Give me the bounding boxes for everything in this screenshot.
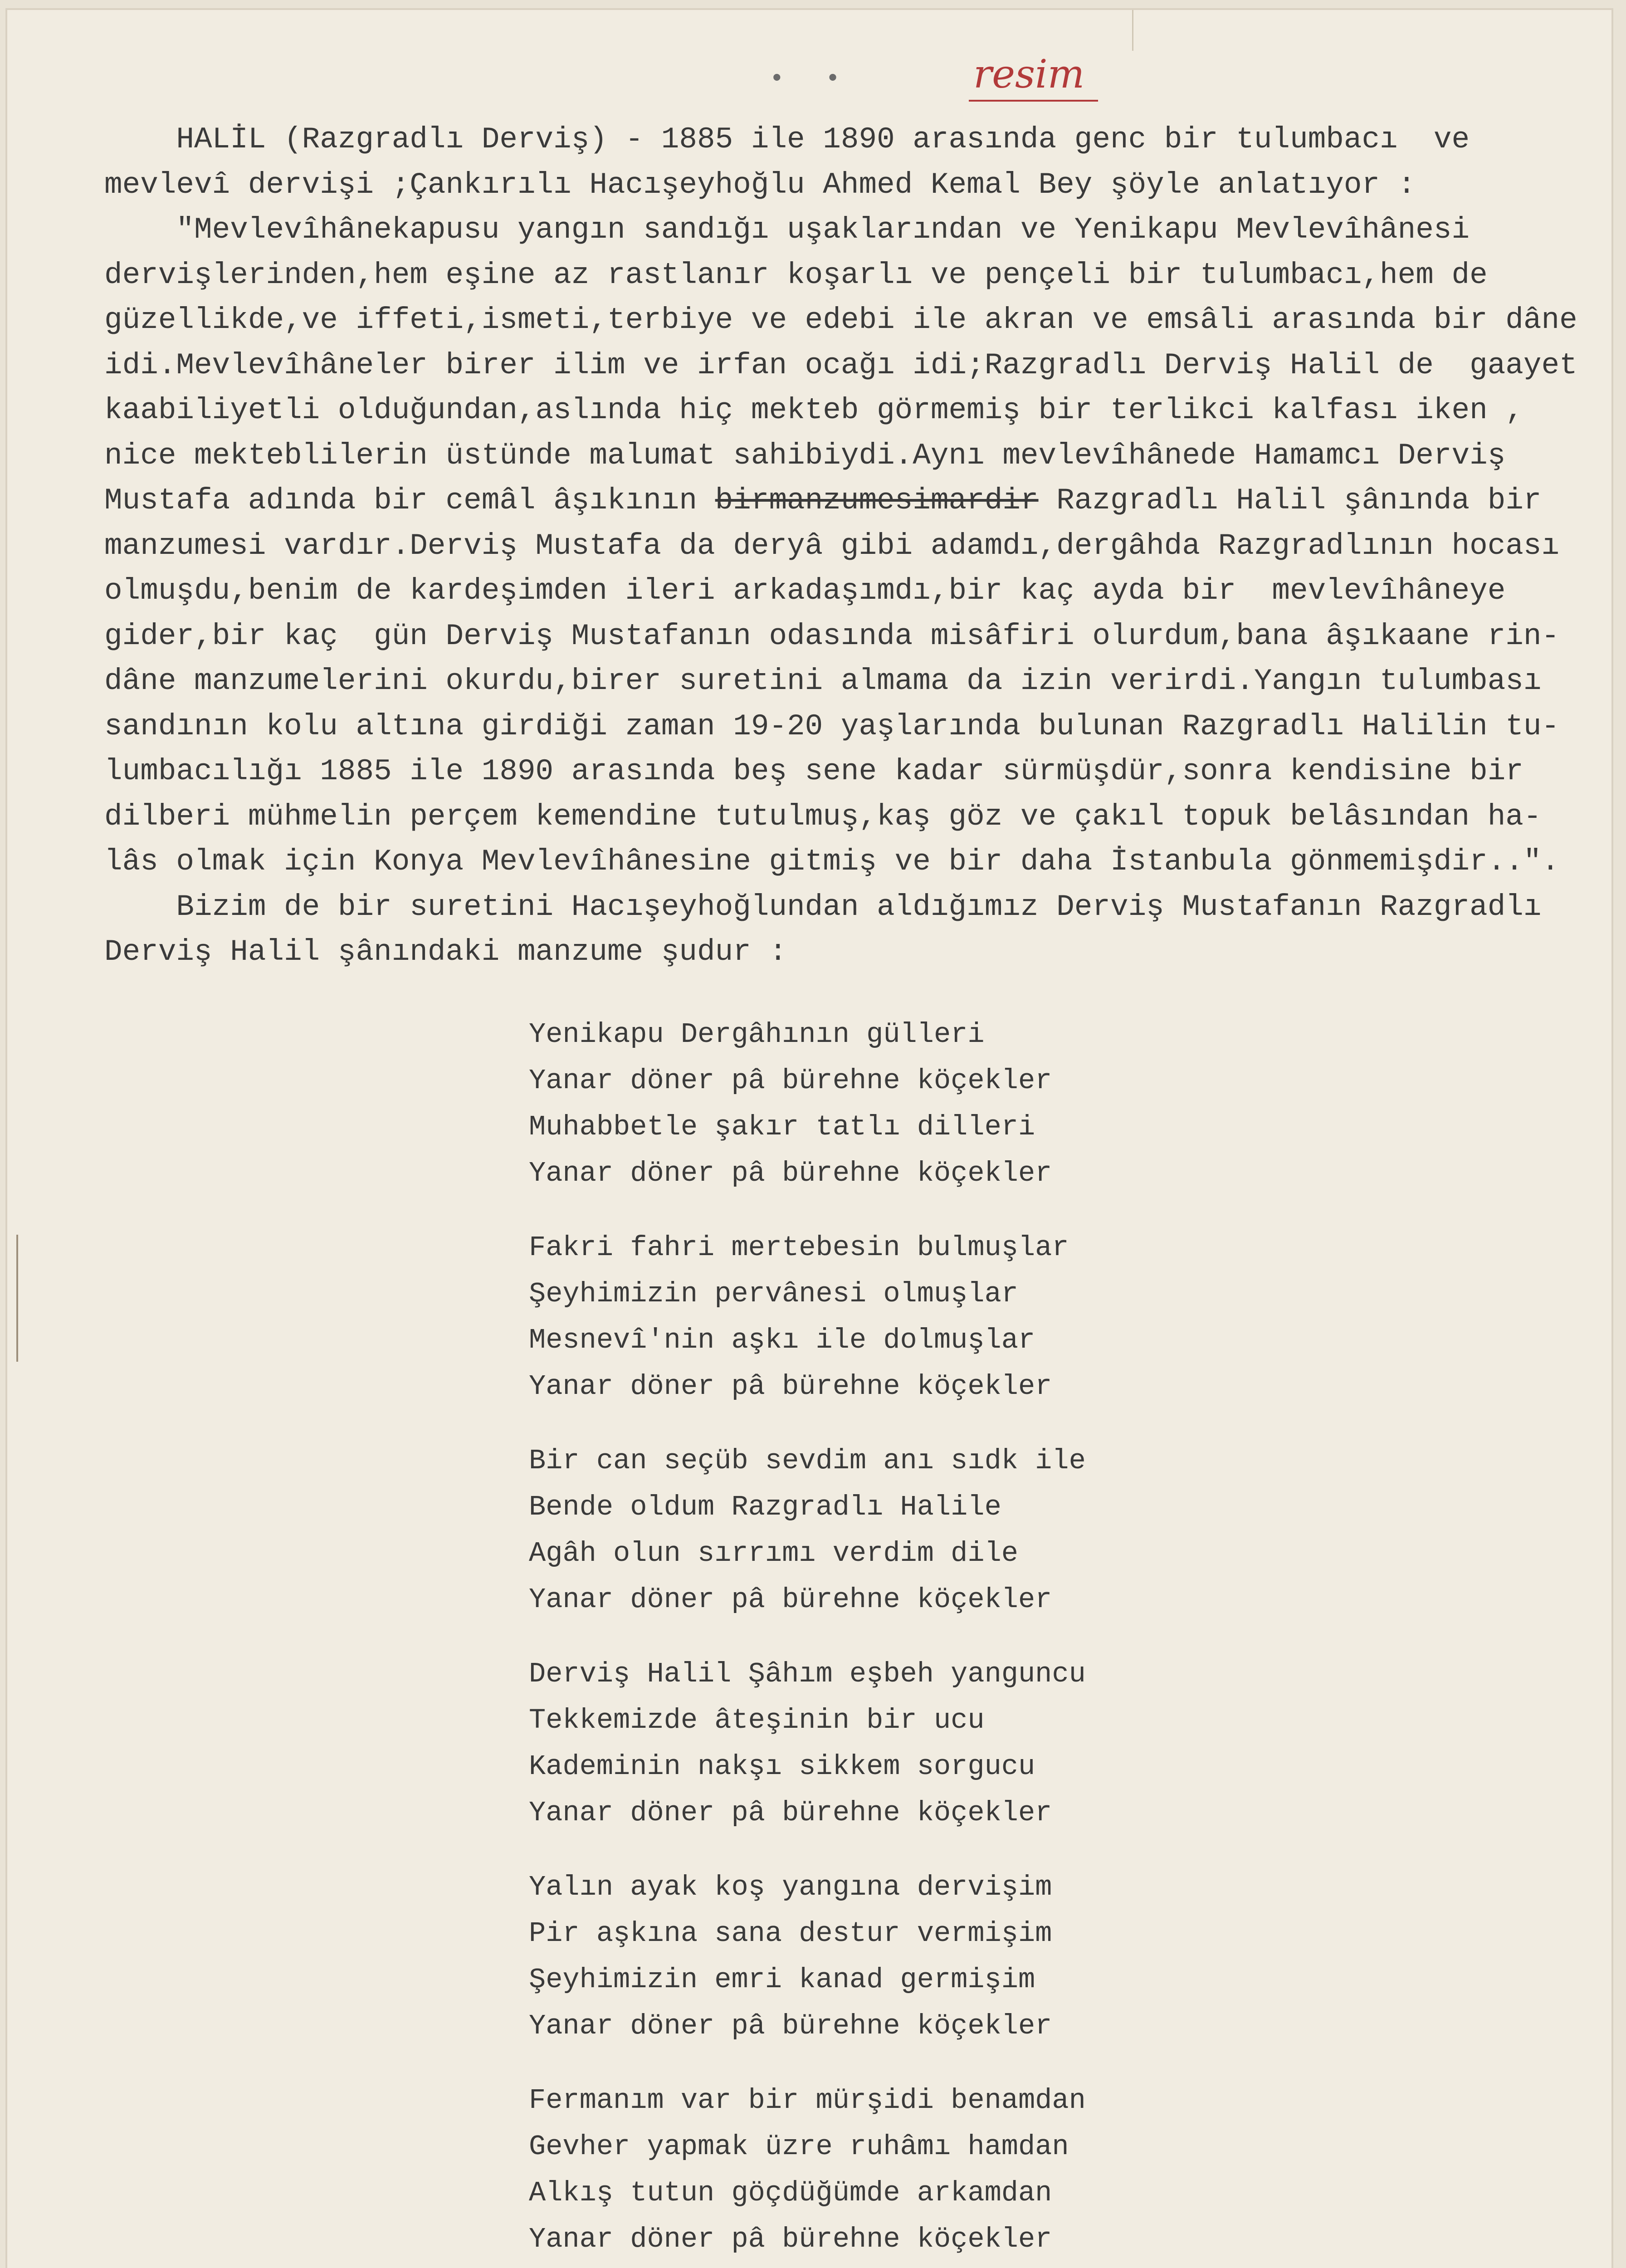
prose-line: lâs olmak için Konya Mevlevîhânesine gitmiş ve bir daha İstanbula gönmemişdir..". [104,845,1560,879]
poem-stanza [529,1225,1086,1410]
poem-line: Yanar döner pâ bürehne köçekler [529,1797,1052,1829]
prose-line: idi.Mevlevîhâneler birer ilim ve irfan ocağı idi;Razgradlı Derviş Halil de gaayet [104,348,1577,382]
poem-line: Fermanım var bir mürşidi benamdan [529,2084,1086,2116]
poem-line: Derviş Halil Şâhım eşbeh yanguncu [529,1658,1086,1690]
poem-stanza [529,1864,1086,2049]
paper-fold [1132,10,1133,51]
prose-line: sandının kolu altına girdiği zaman 19-20 yaşlarında bulunan Razgradlı Halilin tu- [104,709,1560,743]
line-tail: Razgradlı Halil şânında bir [1038,484,1542,518]
prose-line: güzellikde,ve iffeti,ismeti,terbiye ve edebi ile akran ve emsâli arasında bir dâne [104,303,1577,337]
poem-line: Yanar döner pâ bürehne köçekler [529,2010,1052,2042]
poem-line: Yanar döner pâ bürehne köçekler [529,1065,1052,1097]
poem-line: Kademinin nakşı sikkem sorgucu [529,1750,1035,1783]
prose-line: Derviş Halil şânındaki manzume şudur : [104,935,787,969]
poem-line: Yanar döner pâ bürehne köçekler [529,2223,1052,2255]
prose-line: HALİL (Razgradlı Derviş) - 1885 ile 1890 arasında genc bir tulumbacı ve [104,122,1470,156]
poem-line: Gevher yapmak üzre ruhâmı hamdan [529,2131,1069,2163]
poem-line: Muhabbetle şakır tatlı dilleri [529,1111,1035,1143]
prose-body [104,117,1613,975]
poem-line: Agâh olun sırrımı verdim dile [529,1537,1018,1569]
poem-line: Yalın ayak koş yangına dervişim [529,1871,1052,1903]
poem-line: Alkış tutun göçdüğümde arkamdan [529,2177,1052,2209]
poem-line: Şeyhimizin emri kanad germişim [529,1964,1035,1996]
poem-line: Bir can seçüb sevdim anı sıdk ile [529,1445,1086,1477]
poem-line: Şeyhimizin pervânesi olmuşlar [529,1278,1018,1310]
prose-line: lumbacılığı 1885 ile 1890 arasında beş sene kadar sürmüşdür,sonra kendisine bir [104,754,1523,788]
document-page [5,8,1613,2268]
poem-line: Tekkemizde âteşinin bir ucu [529,1704,985,1736]
poem-line: Bende oldum Razgradlı Halile [529,1491,1001,1523]
prose-line [104,478,1613,523]
poem-stanza [529,1438,1086,1623]
prose-line: "Mevlevîhânekapusu yangın sandığı uşaklarından ve Yenikapu Mevlevîhânesi [104,213,1470,247]
poem-line: Pir aşkına sana destur vermişim [529,1917,1052,1950]
prose-line: dâne manzumelerini okurdu,birer suretini almama da izin verirdi.Yangın tulumbası [104,664,1542,698]
prose-line: olmuşdu,benim de kardeşimden ileri arkadaşımdı,bir kaç ayda bir mevlevîhâneye [104,574,1506,608]
line-head: Mustafa adında bir cemâl âşıkının [104,484,715,518]
poem-line: Fakri fahri mertebesin bulmuşlar [529,1232,1069,1264]
prose-line: mevlevî dervişi ;Çankırılı Hacışeyhoğlu Ahmed Kemal Bey şöyle anlatıyor : [104,167,1416,202]
handwritten-note: resim [969,52,1098,102]
prose-line: dervişlerinden,hem eşine az rastlanır koşarlı ve pençeli bir tulumbacı,hem de [104,258,1488,292]
poem-stanza [529,1012,1086,1197]
poem-line: Yanar döner pâ bürehne köçekler [529,1370,1052,1403]
poem-line: Yenikapu Dergâhının gülleri [529,1018,985,1051]
poem-line: Mesnevî'nin aşkı ile dolmuşlar [529,1324,1035,1356]
prose-line: kaabiliyetli olduğundan,aslında hiç mekteb görmemiş bir terlikci kalfası iken , [104,393,1523,427]
struck-text: birmanzumesimardir [715,484,1039,518]
poem-line: Yanar döner pâ bürehne köçekler [529,1584,1052,1616]
poem [529,1012,1086,2268]
header-marks: • • [769,64,853,93]
poem-line: Yanar döner pâ bürehne köçekler [529,1157,1052,1189]
poem-stanza [529,2077,1086,2263]
edge-stain [16,1235,18,1362]
poem-stanza [529,1651,1086,1836]
prose-line: dilberi mühmelin perçem kemendine tutulmuş,kaş göz ve çakıl topuk belâsından ha- [104,799,1542,834]
prose-line: nice mekteblilerin üstünde malumat sahibiydi.Aynı mevlevîhânede Hamamcı Derviş [104,438,1506,473]
prose-line: gider,bir kaç gün Derviş Mustafanın odasında misâfiri olurdum,bana âşıkaane rin- [104,619,1560,653]
prose-line: Bizim de bir suretini Hacışeyhoğlundan aldığımız Derviş Mustafanın Razgradlı [104,890,1542,924]
prose-line: manzumesi vardır.Derviş Mustafa da deryâ gibi adamdı,dergâhda Razgradlının hocası [104,528,1560,563]
